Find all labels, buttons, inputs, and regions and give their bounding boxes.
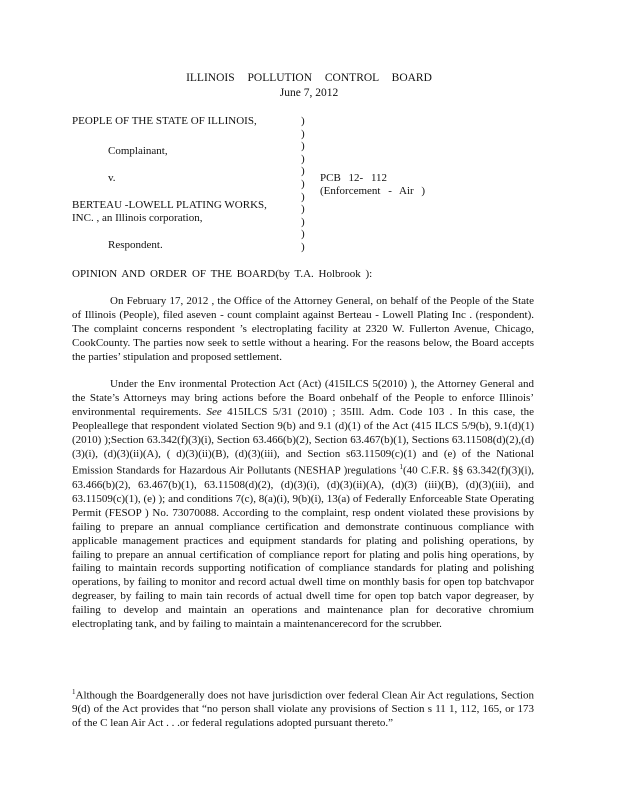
opinion-heading: OPINION AND ORDER OF THE BOARD(by T.A. Holbrook ): [72, 268, 373, 280]
paren: ) [301, 190, 305, 203]
board-name: ILLINOIS POLLUTION CONTROL BOARD [186, 72, 432, 84]
case-type: (Enforcement - Air ) [320, 185, 426, 197]
paren: ) [301, 152, 305, 165]
caption-parentheses [301, 115, 305, 254]
paren: ) [301, 177, 305, 190]
defendant-line1: BERTEAU -LOWELL PLATING WORKS, [72, 199, 267, 211]
complainant-label: Complainant, [108, 145, 168, 157]
defendant-line2: INC. , an Illinois corporation, [72, 212, 203, 224]
paren: ) [301, 228, 305, 241]
paren: ) [301, 165, 305, 178]
paragraph-text: Under the Env ironmental Protection Act (Act) (415ILCS 5(2010) ), the Attorney General and the State’s Attorneys may bring actions before the Board onbehalf of the People to enforce Illinois’ environmental requirements. [72, 378, 534, 418]
paragraph-intro: On February 17, 2012 , the Office of the Attorney General, on behalf of the People of the State of Illinois (People), filed aseven - count complaint against Berteau - Lowell Plating Inc . (respondent). The complaint concerns respondent ’s electroplating facility at 2320 W. Fullerton Avenue, Chicago, CookCounty. The parties now seek to settle without a hearing. For the reasons below, the Board accepts the parties’ stipulation and proposed settlement. [72, 295, 534, 363]
paragraph-text: 415ILCS 5/31 (2010) ; 35Ill. Adm. Code 103 . In this case, the Peopleallege that respondent violated Section 9(b) and 9.1 (d)(1) of the Act (415 ILCS 5/9(b), 9.1(d)(1) (2010) );Section 63.342(f)(3)(i), Section 63.466(b)(2), Section 63.467(b)(1), Sections 63.11508(d)(2),(d)(3)(i), (d)(3)(ii)(A), ( d)(3)(ii)(B), (d)(3)(iii), and Section s63.11509(c)(1) and (e) of the National Emission Standards for Hazardous Air Pollutants (NESHAP )regulations [72, 405, 534, 478]
opinion-date: June 7, 2012 [279, 87, 339, 99]
paragraph-violations [72, 378, 534, 632]
paren: ) [301, 215, 305, 228]
citation-signal: See [206, 405, 222, 418]
paren: ) [301, 115, 305, 127]
paren: ) [301, 240, 305, 253]
respondent-label: Respondent. [108, 239, 163, 251]
footnote-text: Although the Boardgenerally does not have jurisdiction over federal Clean Air Act regulations, Section 9(d) of the Act provides that “no person shall violate any provisions of Section s 11 1, 112, 165, or 173 of the C lean Air Act . . .or federal regulations adopted pursuant thereto.” [72, 689, 534, 729]
paren: ) [301, 203, 305, 216]
paren: ) [301, 140, 305, 153]
case-number: PCB 12- 112 [320, 172, 388, 184]
plaintiff-name: PEOPLE OF THE STATE OF ILLINOIS, [72, 115, 257, 127]
footnote [72, 686, 534, 730]
paragraph-text: (40 C.F.R. §§ 63.342(f)(3)(i), 63.466(b)(2), 63.467(b)(1), 63.11508(d)(2), (d)(3)(i), (d)(3)(ii)(A), (d)(3) (iii)(B), (d)(3)(iii), and 63.11509(c)(1), (e) ); and conditions 7(c), 8(a)(i), 9(b)(i), 13(a) of Federally Enforceable State Operating Permit (FESOP ) No. 73070088. According to the complaint, resp ondent violated these provisions by failing to prepare an annual compliance certification and demonstrate continuous compliance with applicable management practices and equipment standards for plating and polishing operations, by failing to prepare an annual certification of compliance report for plating and polis hing operations, by failing to maintain records supporting notification of compliance standards for plating and polishing operations, by failing to monitor and record actual dwell time on monthly basis for open top batchvapor degreaser, by failing to main tain records of actual dwell time for open top batch vapor degreaser, by failing to develop and maintain an operations and maintenance plan for decorative chromium electroplating tank, and by failing to maintain a maintenancerecord for the scrubber. [72, 465, 534, 631]
footnote-reference: 1 [399, 463, 403, 472]
footnote-marker: 1 [72, 688, 76, 696]
paren: ) [301, 127, 305, 140]
versus-label: v. [108, 172, 116, 184]
